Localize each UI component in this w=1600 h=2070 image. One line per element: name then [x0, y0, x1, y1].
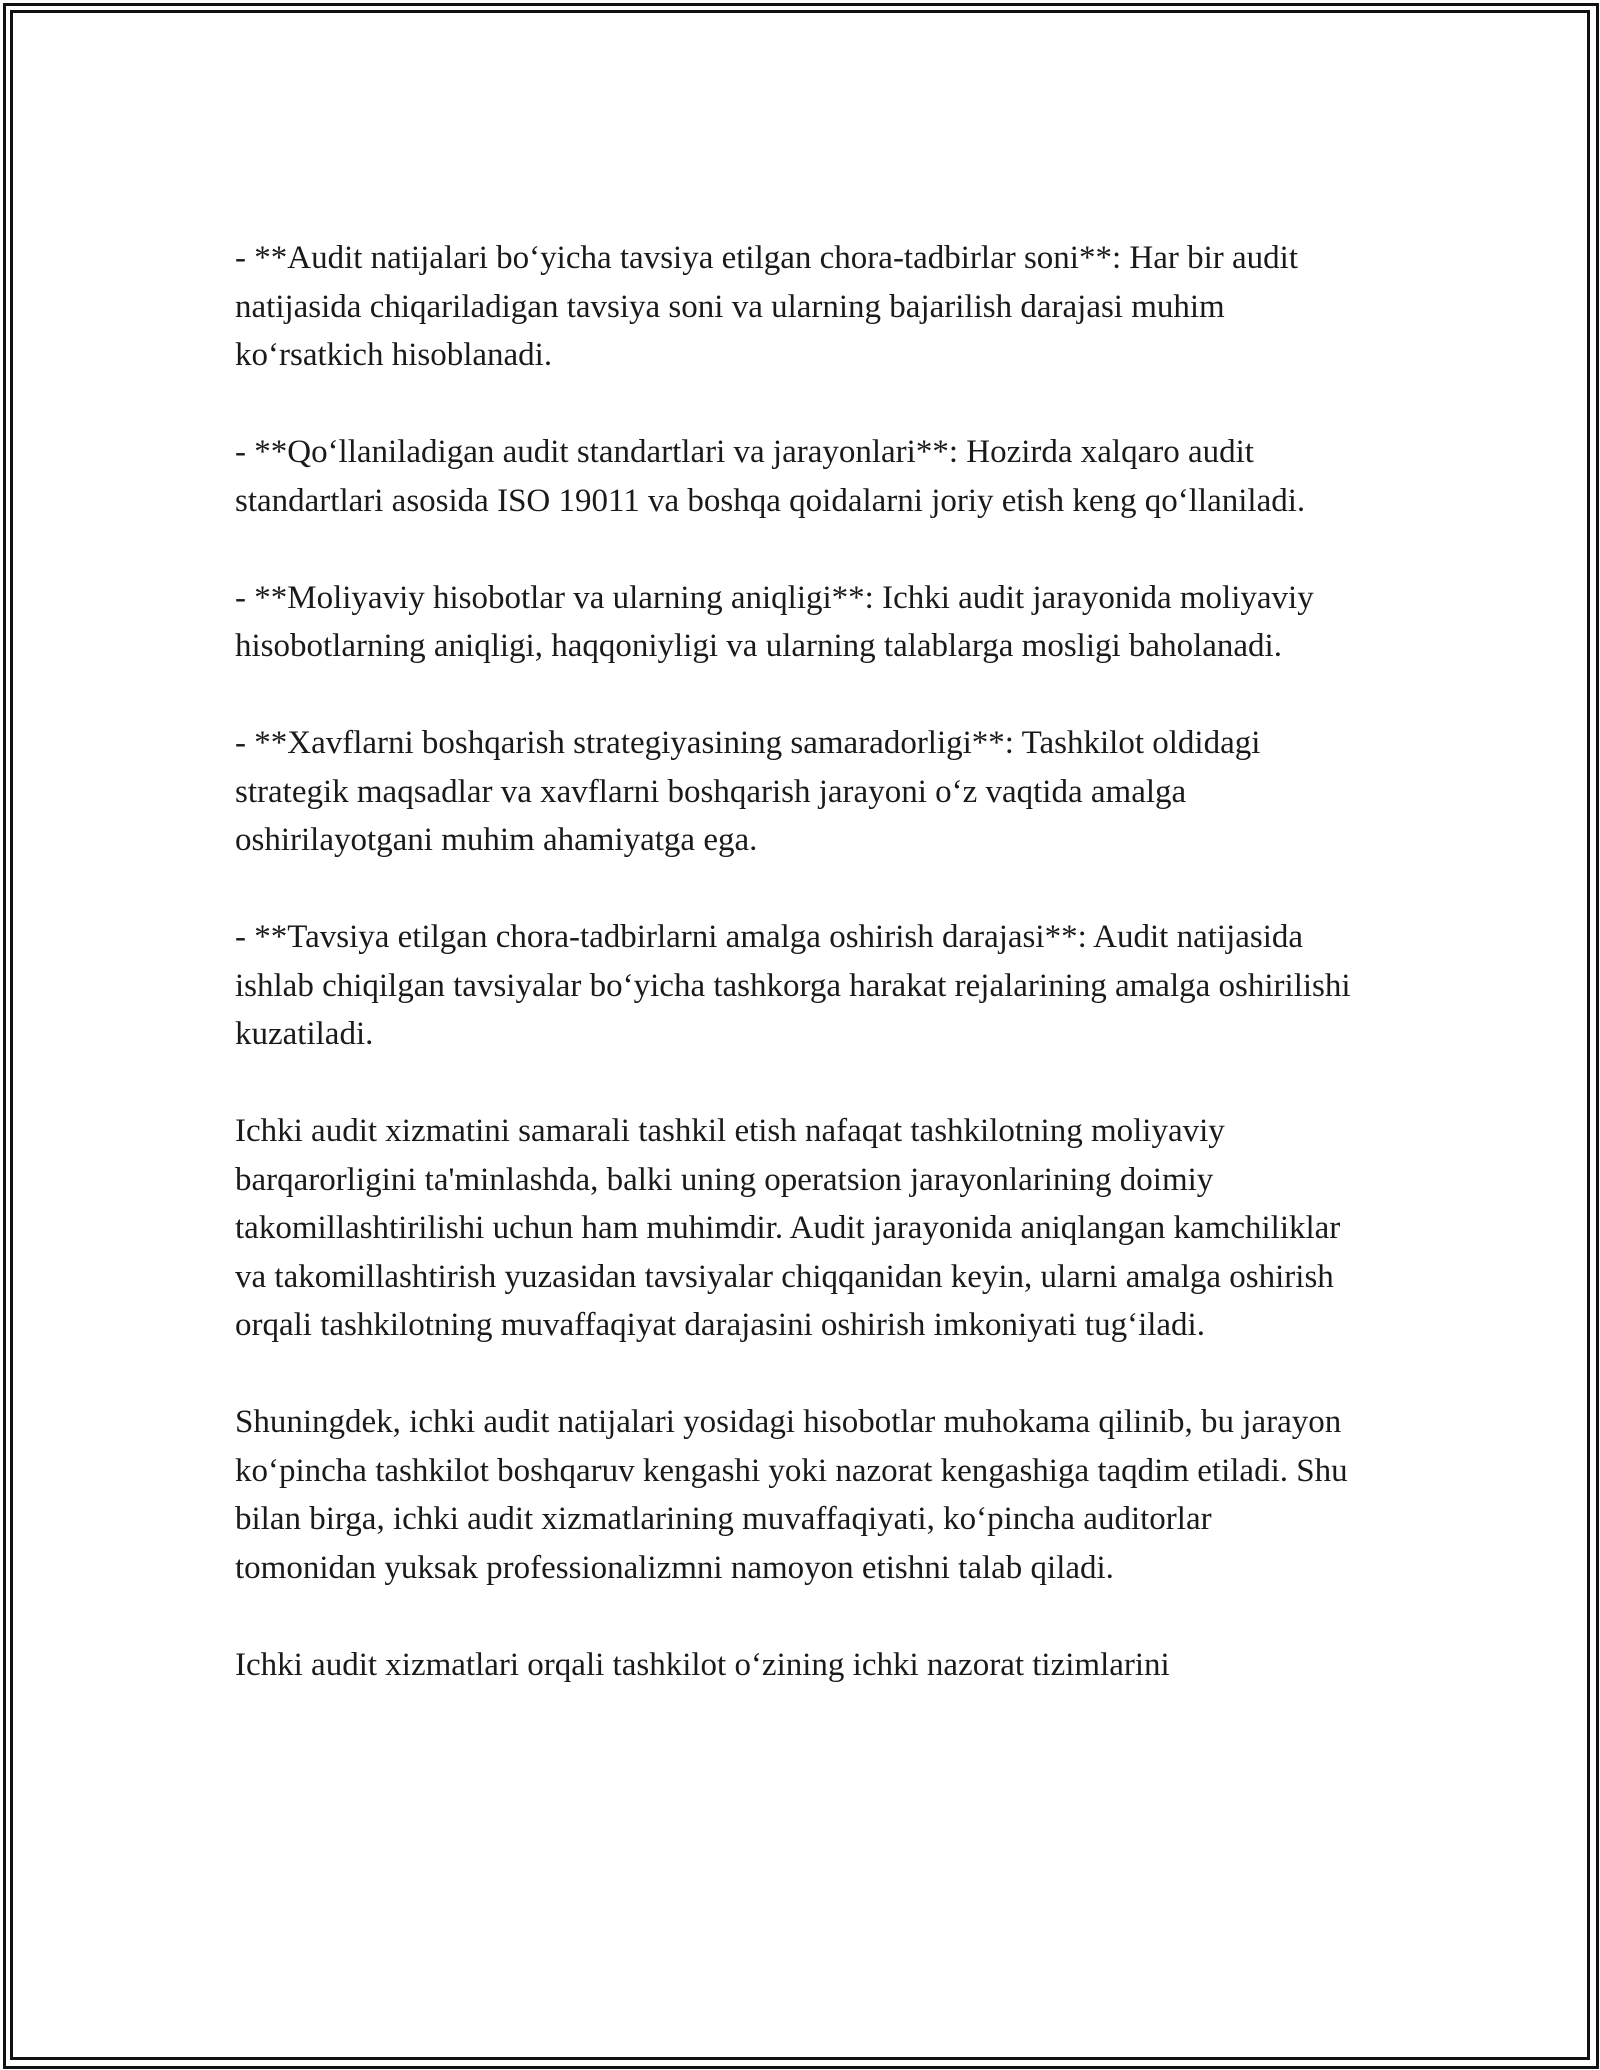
paragraph-recommended-measures-count: - **Audit natijalari bo‘yicha tavsiya etilgan chora-tadbirlar soni**: Har bir audit natijasida chiqariladigan tavsiya soni va ularning bajarilish darajasi muhim ko‘rsatkich hisoblanadi.: [235, 240, 1298, 373]
paragraph-internal-audit-organization: Ichki audit xizmatini samarali tashkil etish nafaqat tashkilotning moliyaviy barqarorligini ta'minlashda, balki uning operatsion jarayonlarining doimiy takomillashtirilishi uchun ham muhimdir. Audit jarayonida aniqlangan kamchiliklar va takomillashtirish yuzasidan tavsiyalar chiqqanidan keyin, ularni amalga oshirish orqali tashkilotning muvaffaqiyat darajasini oshirish imkoniyati tug‘iladi.: [235, 1113, 1341, 1343]
paragraph-financial-reports: - **Moliyaviy hisobotlar va ularning aniqligi**: Ichki audit jarayonida moliyaviy hisobotlarning aniqligi, haqqoniyligi va ularning talablarga mosligi baholanadi.: [235, 579, 1314, 664]
paragraph-audit-results-reporting: Shuningdek, ichki audit natijalari yosidagi hisobotlar muhokama qilinib, bu jarayon ko‘pincha tashkilot boshqaruv kengashi yoki nazorat kengashiga taqdim etiladi. Shu bilan birga, ichki audit xizmatlarining muvaffaqiyati, ko‘pincha auditorlar tomonidan yuksak professionalizmni namoyon etishni talab qiladi.: [235, 1404, 1348, 1586]
paragraph-audit-standards: - **Qo‘llaniladigan audit standartlari va jarayonlari**: Hozirda xalqaro audit standartlari asosida ISO 19011 va boshqa qoidalarni joriy etish keng qo‘llaniladi.: [235, 434, 1306, 519]
paragraph-implementation-level: - **Tavsiya etilgan chora-tadbirlarni amalga oshirish darajasi**: Audit natijasida ishlab chiqilgan tavsiyalar bo‘yicha tashkorga harakat rejalarining amalga oshirilishi kuzatiladi.: [235, 919, 1351, 1052]
document-body: [235, 234, 1360, 1689]
paragraph-risk-management: - **Xavflarni boshqarish strategiyasining samaradorligi**: Tashkilot oldidagi strategik maqsadlar va xavflarni boshqarish jarayoni o‘z vaqtida amalga oshirilayotgani muhim ahamiyatga ega.: [235, 725, 1261, 858]
paragraph-internal-control-systems: Ichki audit xizmatlari orqali tashkilot o‘zining ichki nazorat tizimlarini: [235, 1646, 1170, 1683]
